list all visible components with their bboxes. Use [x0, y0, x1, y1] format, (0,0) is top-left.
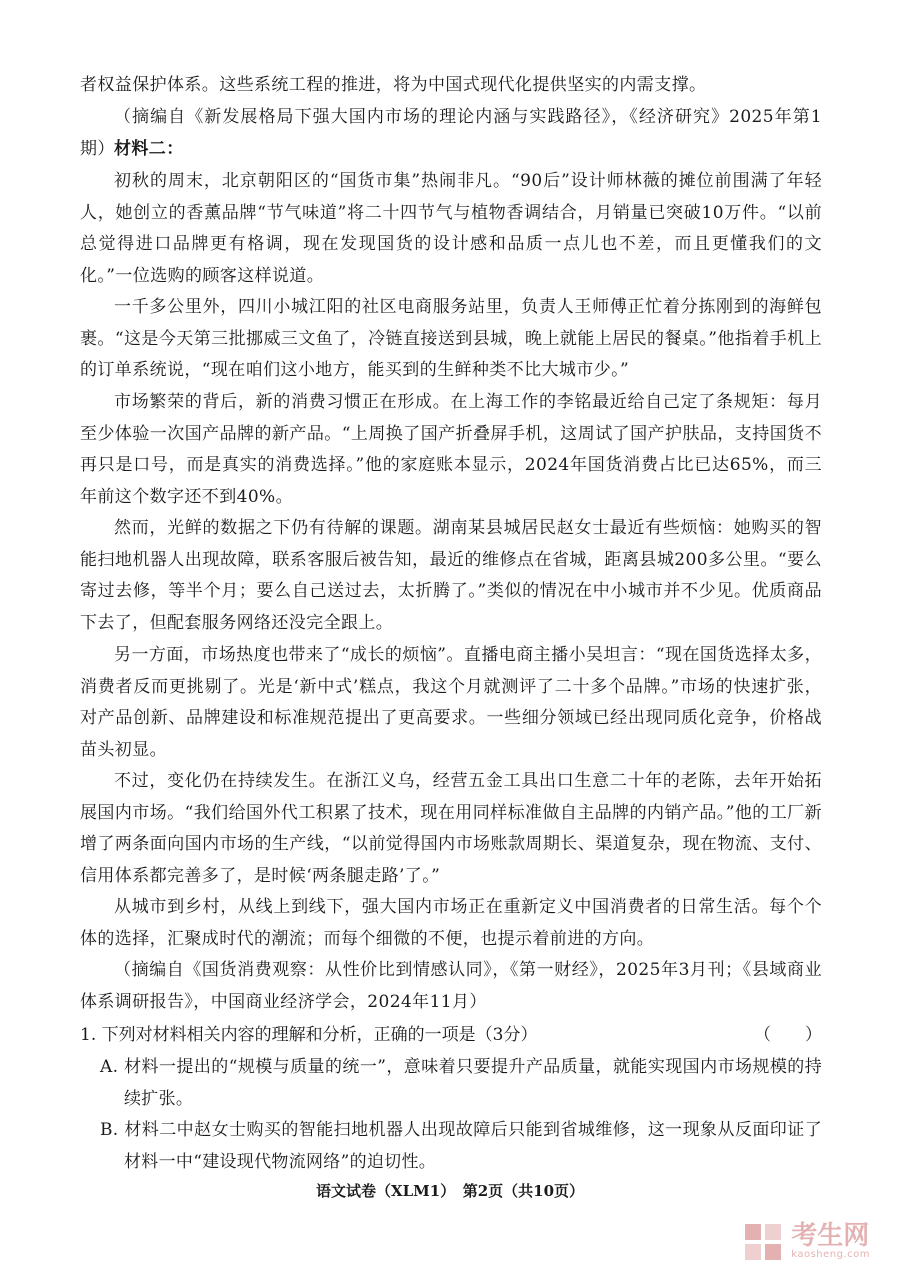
material-two-heading: 材料二： — [114, 139, 184, 159]
paragraph-growing-pains: 另一方面，市场热度也带来了“成长的烦恼”。直播电商主播小吴坦言：“现在国货选择太多，消费者反而更挑剔了。光是‘新中式’糕点，我这个月就测评了二十多个品牌。”市场的快速扩张，对产品创新、品牌建设和标准规范提出了更高要求。一些细分领域已经出现同质化竞争，价格战苗头初显。 — [80, 645, 822, 760]
source-citation-2: （摘编自《国货消费观察：从性价比到情感认同》，《第一财经》，2025年3月刊；《县域商业体系调研报告》，中国商业经济学会，2024年11月） — [80, 960, 822, 1012]
source-citation-1: （摘编自《新发展格局下强大国内市场的理论内涵与实践路径》，《经济研究》2025年第1期） — [80, 107, 822, 159]
answer-blank[interactable]: （ ） — [754, 1025, 822, 1045]
paragraph-continued: 者权益保护体系。这些系统工程的推进，将为中国式现代化提供坚实的内需支撑。 — [80, 75, 707, 95]
page-footer: 语文试卷（XLM1） 第2页（共10页） — [315, 1182, 585, 1200]
watermark-cn: 考生网 — [791, 1221, 870, 1251]
paragraph-service-gap: 然而，光鲜的数据之下仍有待解的课题。湖南某县城居民赵女士最近有些烦恼：她购买的智能扫地机器人出现故障，联系客服后被告知，最近的维修点在省城，距离县城200多公里。“要么寄过去修，等半个月；要么自己送过去，太折腾了。”类似的情况在中小城市并不少见。优质商品下去了，但配套服务网络还没完全跟上。 — [80, 518, 822, 633]
watermark-en: kaosheng.com — [791, 1249, 870, 1260]
paragraph-yiwu-factory: 不过，变化仍在持续发生。在浙江义乌，经营五金工具出口生意二十年的老陈，去年开始拓展国内市场。“我们给国外代工积累了技术，现在用同样标准做自主品牌的内销产品。”他的工厂新增了两条面向国内市场的生产线，“以前觉得国内市场账款周期长、渠道复杂，现在物流、支付、信用体系都完善多了，是时候‘两条腿走路’了。” — [80, 771, 822, 886]
paragraph-sichuan-ecommerce: 一千多公里外，四川小城江阳的社区电商服务站里，负责人王师傅正忙着分拣刚到的海鲜包裹。“这是今天第三批挪威三文鱼了，冷链直接送到县城，晚上就能上居民的餐桌。”他指着手机上的订单系统说，“现在咱们这小地方，能买到的生鲜种类不比大城市少。” — [80, 297, 822, 380]
question-1 — [80, 1020, 822, 1052]
option-a: A. 材料一提出的“规模与质量的统一”，意味着只要提升产品质量，就能实现国内市场规模的持续扩张。 — [100, 1057, 822, 1109]
watermark — [743, 1222, 870, 1262]
paragraph-conclusion: 从城市到乡村，从线上到线下，强大国内市场正在重新定义中国消费者的日常生活。每个个体的选择，汇聚成时代的潮流；而每个细微的不便，也提示着前进的方向。 — [80, 897, 822, 949]
kaosheng-logo-icon — [743, 1222, 783, 1262]
question-stem: 1. 下列对材料相关内容的理解和分析，正确的一项是（3分） — [80, 1025, 538, 1045]
paragraph-consumption-habit: 市场繁荣的背后，新的消费习惯正在形成。在上海工作的李铭最近给自己定了条规矩：每月至少体验一次国产品牌的新产品。“上周换了国产折叠屏手机，这周试了国产护肤品，支持国货不再只是口号，而是真实的消费选择。”他的家庭账本显示，2024年国货消费占比已达65%，而三年前这个数字还不到40%。 — [80, 392, 822, 507]
paragraph-guohuo-market: 初秋的周末，北京朝阳区的“国货市集”热闹非凡。“90后”设计师林薇的摊位前围满了年轻人，她创立的香薰品牌“节气味道”将二十四节气与植物香调结合，月销量已突破10万件。“以前总觉得进口品牌更有格调，现在发现国货的设计感和品质一点儿也不差，而且更懂我们的文化。”一位选购的顾客这样说道。 — [80, 171, 822, 286]
option-b: B. 材料二中赵女士购买的智能扫地机器人出现故障后只能到省城维修，这一现象从反面印证了材料一中“建设现代物流网络”的迫切性。 — [100, 1120, 822, 1172]
